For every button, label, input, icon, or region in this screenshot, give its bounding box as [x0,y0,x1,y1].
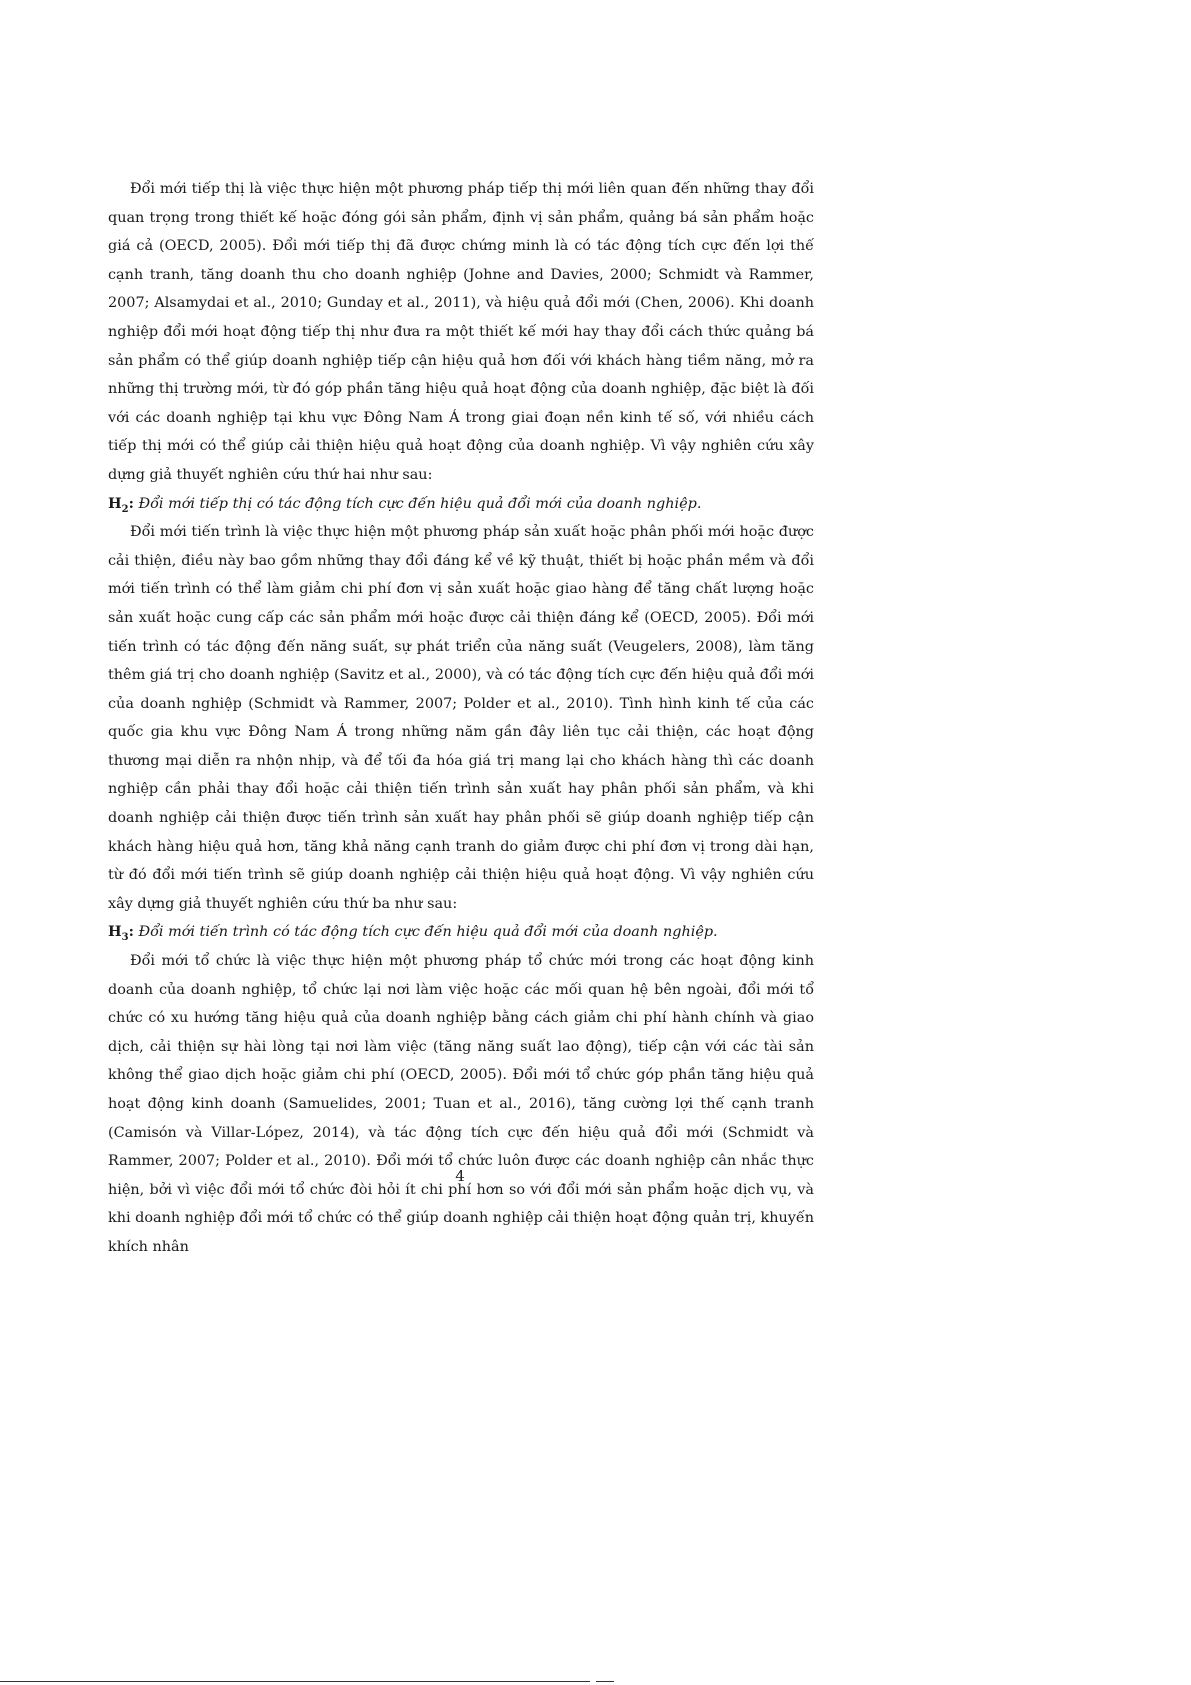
hypothesis-h3 [108,918,814,947]
bottom-rule [0,1681,590,1682]
hypothesis-h2-text: Đổi mới tiếp thị có tác động tích cực đến hiệu quả đổi mới của doanh nghiệp. [138,495,702,512]
bottom-rule-short [596,1681,614,1682]
hypothesis-h3-label: $H_3$: [108,923,134,944]
hypothesis-h2 [108,490,814,519]
paragraph-process-innovation: Đổi mới tiến trình là việc thực hiện một phương pháp sản xuất hoặc phân phối mới hoặc được cải thiện, điều này bao gồm những thay đổi đáng kể về kỹ thuật, thiết bị hoặc phần mềm và đổi mới tiến trình có thể làm giảm chi phí đơn vị sản xuất hoặc giao hàng để tăng chất lượng hoặc sản xuất hoặc cung cấp các sản phẩm mới hoặc được cải thiện đáng kể (OECD, 2005). Đổi mới tiến trình có tác động đến năng suất, sự phát triển của năng suất (Veugelers, 2008), làm tăng thêm giá trị cho doanh nghiệp (Savitz et al., 2000), và có tác động tích cực đến hiệu quả đổi mới của doanh nghiệp (Schmidt và Rammer, 2007; Polder et al., 2010). Tình hình kinh tế của các quốc gia khu vực Đông Nam Á trong những năm gần đây liên tục cải thiện, các hoạt động thương mại diễn ra nhộn nhịp, và để tối đa hóa giá trị mang lại cho khách hàng thì các doanh nghiệp cần phải thay đổi hoặc cải thiện tiến trình sản xuất hay phân phối sản phẩm, và khi doanh nghiệp cải thiện được tiến trình sản xuất hay phân phối sẽ giúp doanh nghiệp tiếp cận khách hàng hiệu quả hơn, tăng khả năng cạnh tranh do giảm được chi phí đơn vị trong dài hạn, từ đó đổi mới tiến trình sẽ giúp doanh nghiệp cải thiện hiệu quả hoạt động. Vì vậy nghiên cứu xây dựng giả thuyết nghiên cứu thứ ba như sau: [108,524,814,912]
page-number: 4 [455,1167,465,1185]
hypothesis-h3-text: Đổi mới tiến trình có tác động tích cực đến hiệu quả đổi mới của doanh nghiệp. [138,924,718,941]
paragraph-marketing-innovation: Đổi mới tiếp thị là việc thực hiện một phương pháp tiếp thị mới liên quan đến những thay đổi quan trọng trong thiết kế hoặc đóng gói sản phẩm, định vị sản phẩm, quảng bá sản phẩm hoặc giá cả (OECD, 2005). Đổi mới tiếp thị đã được chứng minh là có tác động tích cực đến lợi thế cạnh tranh, tăng doanh thu cho doanh nghiệp (Johne and Davies, 2000; Schmidt và Rammer, 2007; Alsamydai et al., 2010; Gunday et al., 2011), và hiệu quả đổi mới (Chen, 2006). Khi doanh nghiệp đổi mới hoạt động tiếp thị như đưa ra một thiết kế mới hay thay đổi cách thức quảng bá sản phẩm có thể giúp doanh nghiệp tiếp cận hiệu quả hơn đối với khách hàng tiềm năng, mở ra những thị trường mới, từ đó góp phần tăng hiệu quả hoạt động của doanh nghiệp, đặc biệt là đối với các doanh nghiệp tại khu vực Đông Nam Á trong giai đoạn nền kinh tế số, với nhiều cách tiếp thị mới có thể giúp cải thiện hiệu quả hoạt động của doanh nghiệp. Vì vậy nghiên cứu xây dựng giả thuyết nghiên cứu thứ hai như sau: [108,181,814,483]
page-body [108,175,814,1262]
paragraph-organizational-innovation: Đổi mới tổ chức là việc thực hiện một phương pháp tổ chức mới trong các hoạt động kinh doanh của doanh nghiệp, tổ chức lại nơi làm việc hoặc các mối quan hệ bên ngoài, đổi mới tổ chức có xu hướng tăng hiệu quả của doanh nghiệp bằng cách giảm chi phí hành chính và giao dịch, cải thiện sự hài lòng tại nơi làm việc (tăng năng suất lao động), tiếp cận với các tài sản không thể giao dịch hoặc giảm chi phí (OECD, 2005). Đổi mới tổ chức góp phần tăng hiệu quả hoạt động kinh doanh (Samuelides, 2001; Tuan et al., 2016), tăng cường lợi thế cạnh tranh (Camisón và Villar-López, 2014), và tác động tích cực đến hiệu quả đổi mới (Schmidt và Rammer, 2007; Polder et al., 2010). Đổi mới tổ chức luôn được các doanh nghiệp cân nhắc thực hiện, bởi vì việc đổi mới tổ chức đòi hỏi ít chi phí hơn so với đổi mới sản phẩm hoặc dịch vụ, và khi doanh nghiệp đổi mới tổ chức có thể giúp doanh nghiệp cải thiện hoạt động quản trị, khuyến khích nhân [108,953,814,1255]
hypothesis-h2-label: $H_2$: [108,494,134,515]
